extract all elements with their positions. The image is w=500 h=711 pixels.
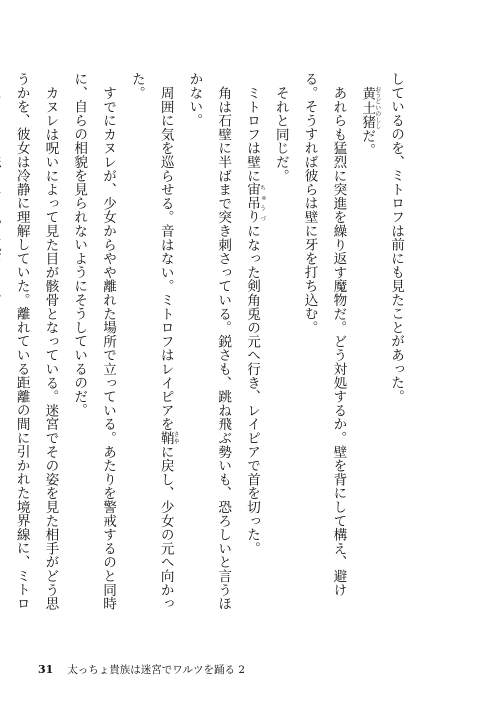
page-footer xyxy=(38,662,245,677)
body-text xyxy=(0,72,410,612)
paragraph-p3 xyxy=(295,72,353,612)
text-run: カヌレは呪いによって見た目が骸骨となっている。迷宮でその姿を見た相手がどう思うかを、彼女は冷静に理解していた。離れている距離の間に引かれた境界線に、ミトロ xyxy=(13,72,59,611)
paragraph-p5 xyxy=(237,72,266,612)
ruby-base: 宙吊り xyxy=(244,182,261,224)
paragraph-p1 xyxy=(381,72,410,612)
ruby-reading: さや xyxy=(172,430,180,445)
paragraph-p4 xyxy=(266,72,295,612)
page-number: 31 xyxy=(38,663,54,676)
text-run: 角は石壁に半ばまで突き刺さっている。鋭さも、跳ね飛ぶ勢いも、恐ろしいと言うほかない。 xyxy=(186,72,232,610)
text-run: すでにカヌレが、少女からやや離れた場所で立っている。あたりを警戒するのと同時に、自らの相貌を見られないようにそうしているのだ。 xyxy=(71,72,117,610)
text-run: しているのを、ミトロフは前にも見たことがあった。 xyxy=(388,72,404,404)
text-run: ミトロフは壁に xyxy=(244,85,261,183)
ruby-word xyxy=(359,85,381,129)
text-run: あれらも猛烈に突進を繰り返す魔物だ。どう対処するか。壁を背にして構え、避ける。そうすれば彼らは壁に牙を打ち込む。 xyxy=(301,72,347,597)
book-title: 太っちょ貴族は迷宮でワルツを踊る 2 xyxy=(67,664,246,676)
ruby-reading: おうどいのしし xyxy=(373,85,381,129)
ruby-base: 鞘 xyxy=(157,430,174,445)
paragraph-p6 xyxy=(180,72,238,612)
text-run: だ。 xyxy=(359,128,376,157)
ruby-reading: ちゅうづ xyxy=(258,182,266,224)
text-run: になった剣角兎の元へ行き、レイピアで首を切った。 xyxy=(244,223,261,555)
paragraph-p2 xyxy=(352,72,381,612)
ruby-word xyxy=(244,182,266,224)
paragraph-p7 xyxy=(122,72,180,612)
ruby-base: 黄土猪 xyxy=(359,85,376,129)
paragraph-p8 xyxy=(64,72,122,612)
paragraph-p9 xyxy=(0,72,64,612)
text-run: 周囲に気を巡らせる。音はない。ミトロフはレイピアを xyxy=(157,85,174,431)
ruby-word xyxy=(157,430,180,445)
text-run: それと同じだ。 xyxy=(272,85,289,183)
text-run: に戻し、少女の元へ向かった。 xyxy=(128,72,174,611)
